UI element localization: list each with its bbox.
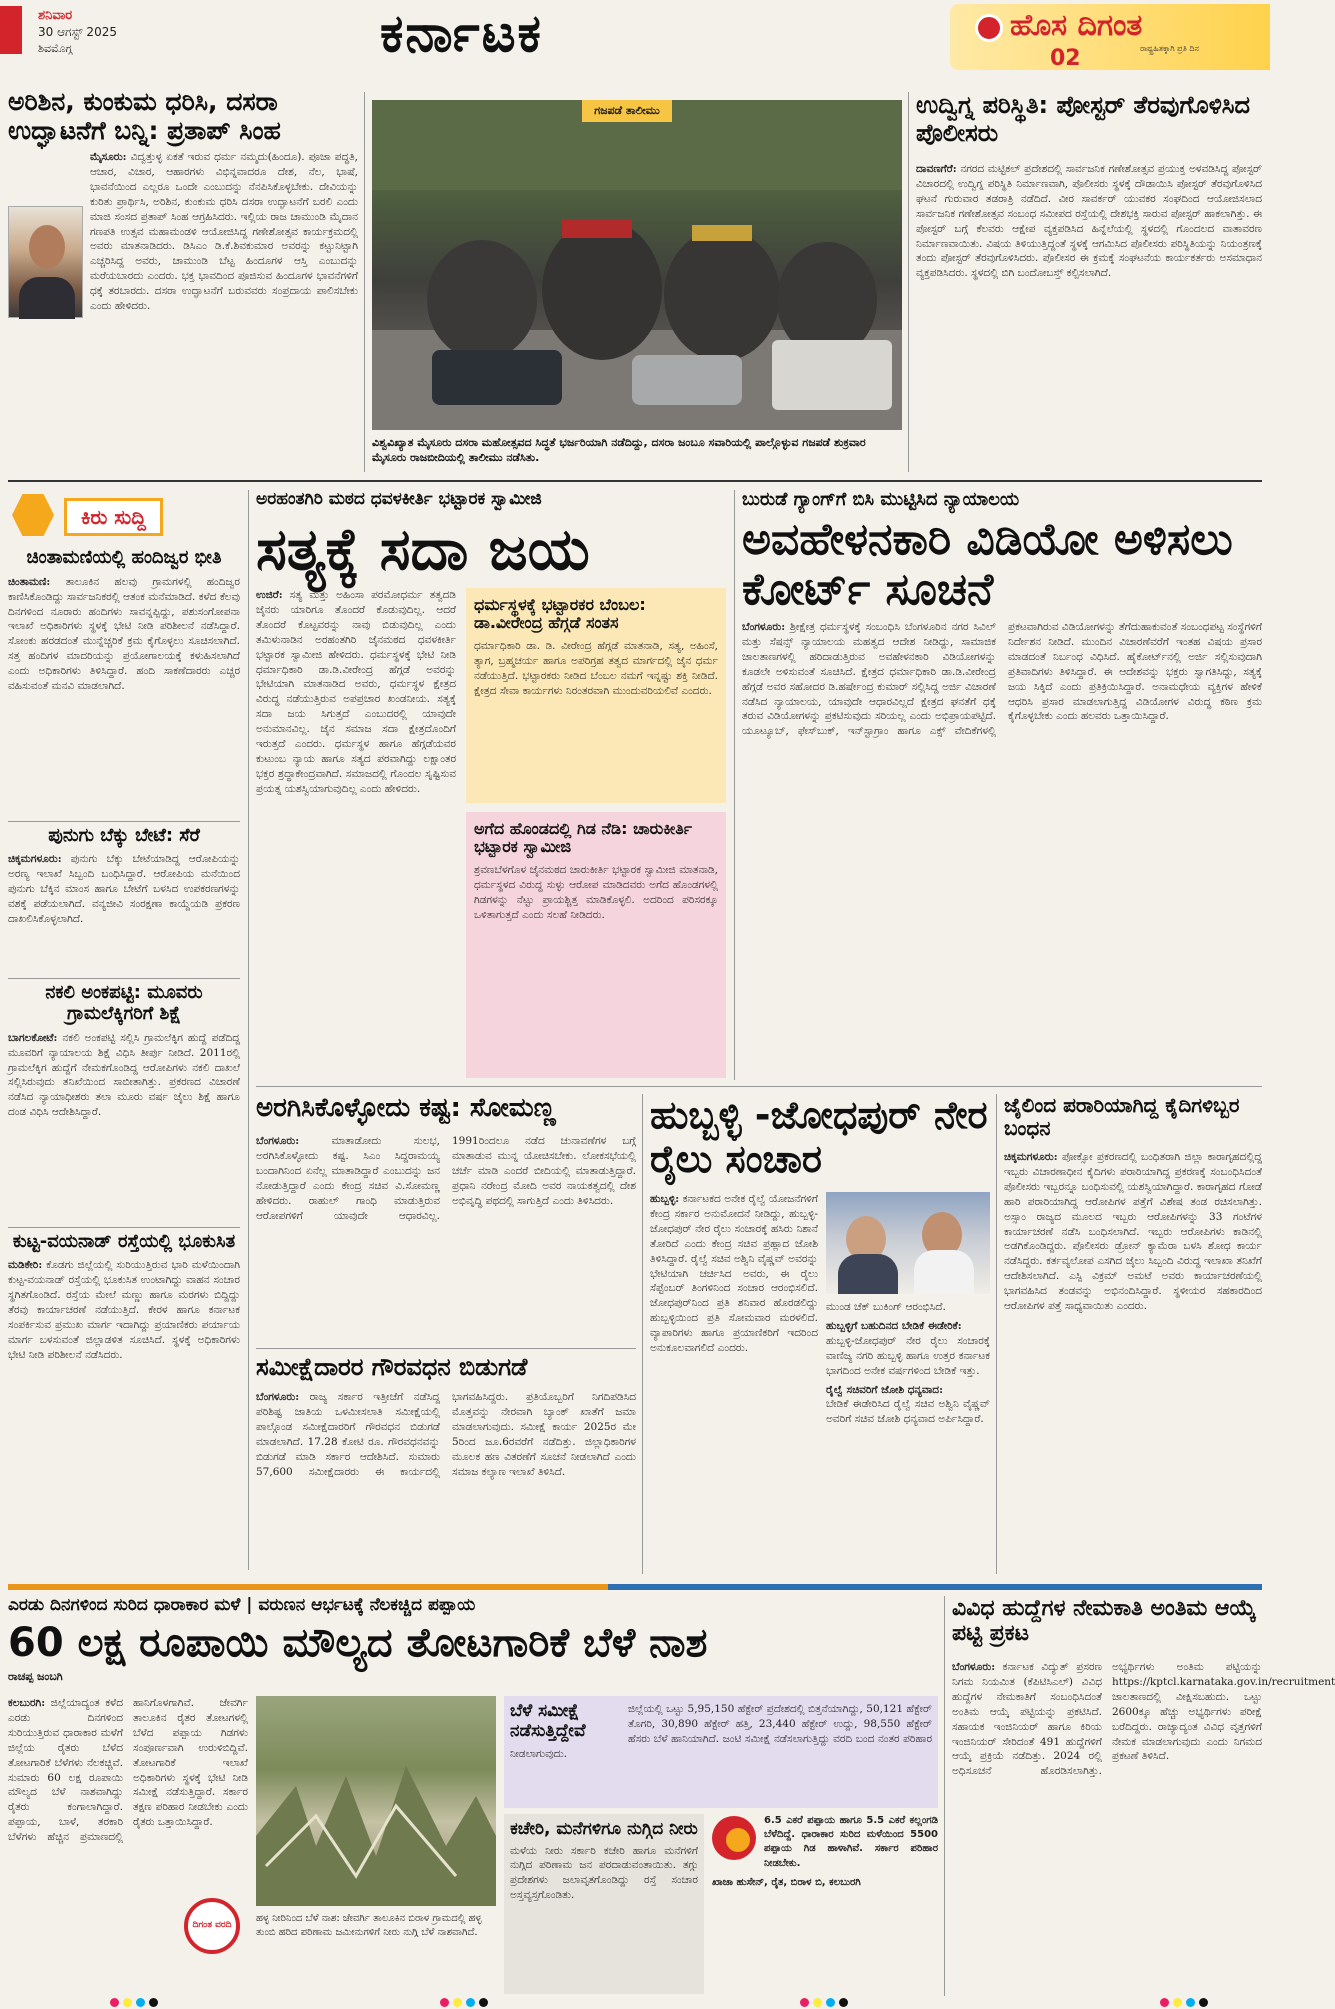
kicker: ಎರಡು ದಿನಗಳಿಂದ ಸುರಿದ ಧಾರಾಕಾರ ಮಳೆ | ವರುಣನ ಆರ್ಭಟಕ್ಕೆ ನೆಲಕಚ್ಚಿದ ಪಪ್ಪಾಯ	[8, 1595, 476, 1615]
quote-icon-orange	[726, 1828, 750, 1852]
logo-text: ದಿಗಂತ ವರದಿ	[192, 1920, 232, 1931]
dateline: ಚಿಂತಾಮಣಿ:	[8, 575, 51, 588]
story-body	[256, 588, 456, 1078]
story-jobs	[952, 1596, 1335, 1996]
story-body	[256, 1390, 636, 1574]
farmer-quote	[712, 1814, 938, 1994]
story-somanna	[256, 1094, 636, 1344]
story-body	[650, 1192, 818, 1572]
masthead-day: ಶನಿವಾರ	[38, 8, 73, 23]
box-body: ಧರ್ಮಾಧಿಕಾರಿ ಡಾ. ಡಿ. ವೀರೇಂದ್ರ ಹೆಗ್ಗಡೆ ಮಾತನಾಡಿ, ಸತ್ಯ, ಅಹಿಂಸೆ, ತ್ಯಾಗ, ಬ್ರಹ್ಮಚರ್ಯ ಹಾಗೂ ಅಪರಿಗ್ರಹ ತತ್ವದ ಮಾರ್ಗದಲ್ಲಿ ಜೈನ ಧರ್ಮ ನಡೆಯುತ್ತಿದೆ. ಭಟ್ಟಾರಕರು ನೀಡಿದ ಬೆಂಬಲ ನಮಗೆ ಇನ್ನಷ್ಟು ಶಕ್ತಿ ನೀಡಿದೆ. ಕ್ಷೇತ್ರದ ಸೇವಾ ಕಾರ್ಯಗಳು ನಿರಂತರವಾಗಿ ಮುಂದುವರಿಯಲಿವೆ ಎಂದರು.	[474, 639, 718, 697]
body-text: ವಿದ್ವತ್ತುಳ್ಳ ಏಕತೆ ಇರುವ ಧರ್ಮ ನಮ್ಮದು(ಹಿಂದೂ). ಪೂಜಾ ಪದ್ಧತಿ, ಆಚಾರ, ವಿಚಾರ, ಆಹಾರಗಳು ವಿಭಿನ್ನವಾದರೂ ದೇಶ, ನೆಲ, ಭಾಷೆ, ಭಾವನೆಯಿಂದ ಎಲ್ಲರೂ ಒಂದೇ ಎಂಬುದನ್ನು ನೆನಪಿಸಿಕೊಳ್ಳಬೇಕು. ದೇವಿಯನ್ನು ಕುರಿತು ಪ್ರಾರ್ಥಿಸಿ, ಅರಿಶಿನ, ಕುಂಕುಮ ಧರಿಸಿ ದಸರಾ ಉದ್ಘಾಟನೆಗೆ ಬರಲಿ ಎಂದು ಮಾಜಿ ಸಂಸದ ಪ್ರತಾಪ್ ಸಿಂಹ ಆಗ್ರಹಿಸಿದರು. ಇಲ್ಲಿಯ ರಾಜ ಚಾಮುಂಡಿ ಮೈದಾನ ಗಣಪತಿ ಉತ್ಸವ ಮಹಾಮಂಡಳಿ ಆಯೋಜಿಸಿದ್ದ ಗಣೇಶೋತ್ಸವ ಕಾರ್ಯಕ್ರಮದಲ್ಲಿ ಅವರು ಮಾತನಾಡಿದರು. ಡಿಸಿಎಂ ಡಿ.ಕೆ.ಶಿವಕುಮಾರ ಅವರನ್ನು ಕಟ್ಟುನಿಟ್ಟಾಗಿ ಎಚ್ಚರಿಸಿದ್ದ ಅವರು, ಚಾಮುಂಡಿ ಬೆಟ್ಟ ಹಿಂದೂಗಳ ಆಸ್ತಿ ಎಂಬುದನ್ನು ಮರೆಯಬಾರದು ಎಂದರು. ಭಕ್ತ ಭಾವದಿಂದ ಪೂಜಿಸುವ ಹಿಂದೂಗಳ ಭಾವನೆಗಳಿಗೆ ಧಕ್ಕೆ ತರಬಾರದು. ದಸರಾ ಉದ್ಘಾಟನೆಗೆ ಬರುವವರು ಸಂಪ್ರದಾಯ ಪಾಲಿಸಬೇಕು ಎಂದು ಹೇಳಿದರು.	[90, 151, 359, 313]
story-body	[256, 1134, 636, 1339]
hegde-box	[466, 588, 726, 803]
body-text: ಜಿಲ್ಲೆಯಾದ್ಯಂತ ಕಳೆದ ಎರಡು ದಿನಗಳಿಂದ ಸುರಿಯುತ್ತಿರುವ ಧಾರಾಕಾರ ಮಳೆಗೆ ಜಿಲ್ಲೆಯ ರೈತರು ಬೆಳೆದ ತೋಟಗಾರಿಕೆ ಬೆಳೆಗಳು ನೆಲಕಚ್ಚಿವೆ. ಸುಮಾರು 60 ಲಕ್ಷ ರೂಪಾಯಿ ಮೌಲ್ಯದ ಬೆಳೆ ನಾಶವಾಗಿದ್ದು ರೈತರು ಕಂಗಾಲಾಗಿದ್ದಾರೆ. ಪಪ್ಪಾಯ, ಬಾಳೆ, ತರಕಾರಿ ಬೆಳೆಗಳು ಹೆಚ್ಚಿನ ಪ್ರಮಾಣದಲ್ಲಿ ಹಾನಿಗೊಳಗಾಗಿವೆ. ಜೇವರ್ಗಿ ತಾಲೂಕಿನ ರೈತರ ತೋಟಗಳಲ್ಲಿ ಬೆಳೆದ ಪಪ್ಪಾಯ ಗಿಡಗಳು ಸಂಪೂರ್ಣವಾಗಿ ಉರುಳಿಬಿದ್ದಿವೆ. ತೋಟಗಾರಿಕೆ ಇಲಾಖೆ ಅಧಿಕಾರಿಗಳು ಸ್ಥಳಕ್ಕೆ ಭೇಟಿ ನೀಡಿ ಸಮೀಕ್ಷೆ ನಡೆಸುತ್ತಿದ್ದಾರೆ. ಸರ್ಕಾರ ತಕ್ಷಣ ಪರಿಹಾರ ನೀಡಬೇಕು ಎಂದು ರೈತರು ಒತ್ತಾಯಿಸಿದ್ದಾರೆ.	[8, 1697, 248, 1844]
list-item	[8, 978, 240, 1220]
body-text: ಕರ್ನಾಟಕ ವಿದ್ಯುತ್ ಪ್ರಸರಣ ನಿಗಮ ನಿಯಮಿತ (ಕೆಪಿಟಿಸಿಎಲ್) ವಿವಿಧ ಹುದ್ದೆಗಳ ನೇಮಕಾತಿಗೆ ಸಂಬಂಧಿಸಿದಂತೆ ಅಂತಿಮ ಆಯ್ಕೆ ಪಟ್ಟಿಯನ್ನು ಪ್ರಕಟಿಸಿದೆ. ಸಹಾಯಕ ಇಂಜಿನಿಯರ್ ಹಾಗೂ ಕಿರಿಯ ಇಂಜಿನಿಯರ್ ಸೇರಿದಂತೆ 491 ಹುದ್ದೆಗಳಿಗೆ ಆಯ್ಕೆ ಪ್ರಕ್ರಿಯೆ ನಡೆದಿತ್ತು. 2024 ರಲ್ಲಿ ಅಧಿಸೂಚನೆ ಹೊರಡಿಸಲಾಗಿತ್ತು. ಅಭ್ಯರ್ಥಿಗಳು ಅಂತಿಮ ಪಟ್ಟಿಯನ್ನು https://kptcl.karnataka.gov.in/recruitment ಜಾಲತಾಣದಲ್ಲಿ ವೀಕ್ಷಿಸಬಹುದು. ಒಟ್ಟು 2600ಕ್ಕೂ ಹೆಚ್ಚು ಅಭ್ಯರ್ಥಿಗಳು ಪರೀಕ್ಷೆ ಬರೆದಿದ್ದರು. ರಾಜ್ಯಾದ್ಯಂತ ವಿವಿಧ ವೃತ್ತಗಳಿಗೆ ನೇಮಕ ಮಾಡಲಾಗುವುದು ಎಂದು ನಿಗಮದ ಪ್ರಕಟಣೆ ತಿಳಿಸಿದೆ.	[952, 1661, 1335, 1778]
headline: ಅರಗಿಸಿಕೊಳ್ಳೋದು ಕಷ್ಟ: ಸೋಮಣ್ಣ	[256, 1093, 556, 1123]
list-item	[8, 1227, 240, 1499]
dateline: ಬೆಂಗಳೂರು:	[952, 1661, 996, 1673]
dateline: ಹುಬ್ಬಳ್ಳಿ:	[650, 1193, 680, 1205]
date-block	[38, 8, 198, 56]
item-headline: ನಕಲಿ ಅಂಕಪಟ್ಟಿ: ಮೂವರು ಗ್ರಾಮಲೆಕ್ಕಿಗರಿಗೆ ಶಿಕ್ಷೆ	[45, 982, 203, 1025]
dateline: ಕಲಬುರಗಿ:	[8, 1697, 46, 1709]
item-body	[8, 852, 240, 972]
headline: 60 ಲಕ್ಷ ರೂಪಾಯಿ ಮೌಲ್ಯದ ತೋಟಗಾರಿಕೆ ಬೆಳೆ ನಾಶ	[8, 1619, 708, 1666]
list-item	[8, 548, 240, 815]
column-rule	[944, 1596, 945, 1996]
column-rule	[908, 92, 909, 472]
box-body: ಮಳೆಯ ನೀರು ಸರ್ಕಾರಿ ಕಚೇರಿ ಹಾಗೂ ಮನೆಗಳಿಗೆ ನುಗ್ಗಿದ ಪರಿಣಾಮ ಜನ ಪರದಾಡುವಂತಾಯಿತು. ತಗ್ಗು ಪ್ರದೇಶಗಳು ಜಲಾವೃತಗೊಂಡಿದ್ದು ರಸ್ತೆ ಸಂಚಾರ ಅಸ್ತವ್ಯಸ್ತಗೊಂಡಿತು.	[510, 1844, 698, 1902]
item-body	[8, 575, 240, 815]
item-text: ಪುನುಗು ಬೆಕ್ಕು ಬೇಟೆಯಾಡಿದ್ದ ಆರೋಪಿಯನ್ನು ಅರಣ್ಯ ಇಲಾಖೆ ಸಿಬ್ಬಂದಿ ಬಂಧಿಸಿದ್ದಾರೆ. ಆರೋಪಿಯ ಮನೆಯಿಂದ ಪುನುಗು ಬೆಕ್ಕಿನ ಮಾಂಸ ಹಾಗೂ ಬೇಟೆಗೆ ಬಳಸಿದ ಉಪಕರಣಗಳನ್ನು ವಶಕ್ಕೆ ಪಡೆಯಲಾಗಿದೆ. ವನ್ಯಜೀವಿ ಸಂರಕ್ಷಣಾ ಕಾಯ್ದೆಯಡಿ ಪ್ರಕರಣ ದಾಖಲಿಸಿಕೊಳ್ಳಲಾಗಿದೆ.	[8, 853, 240, 925]
column-rule	[996, 1094, 997, 1574]
masthead	[0, 0, 1270, 80]
column-rule	[734, 490, 735, 1080]
story-body	[1004, 1150, 1262, 1570]
quote-by: ಖಾಜಾ ಹುಸೇನ್, ರೈತ, ಬಿರಾಳ ಬಿ, ಕಲಬುರಗಿ	[712, 1876, 861, 1888]
paper-tagline: ರಾಷ್ಟ್ರಹಿತಕ್ಕಾಗಿ ಪ್ರತಿ ದಿನ	[1140, 44, 1200, 53]
photo-tag: ಗಜಪಡೆ ತಾಲೀಮು	[582, 100, 672, 122]
photo-caption: ವಿಶ್ವವಿಖ್ಯಾತ ಮೈಸೂರು ದಸರಾ ಮಹೋತ್ಸವದ ಸಿದ್ಧತೆ ಭರ್ಜರಿಯಾಗಿ ನಡೆದಿದ್ದು, ದಸರಾ ಜಂಬೂ ಸವಾರಿಯಲ್ಲಿ ಪಾಲ್ಗೊಳ್ಳುವ ಗಜಪಡೆ ಶುಕ್ರವಾರ ಮೈಸೂರು ರಾಜಬೀದಿಯಲ್ಲಿ ತಾಲೀಮು ನಡೆಸಿತು.	[372, 436, 866, 464]
registration-marks-left	[110, 1998, 158, 2007]
dateline: ಬೆಂಗಳೂರು:	[256, 1135, 300, 1147]
item-text: ನಕಲಿ ಅಂಕಪಟ್ಟಿ ಸಲ್ಲಿಸಿ ಗ್ರಾಮಲೆಕ್ಕಿಗ ಹುದ್ದೆ ಪಡೆದಿದ್ದ ಮೂವರಿಗೆ ನ್ಯಾಯಾಲಯ ಶಿಕ್ಷೆ ವಿಧಿಸಿ ತೀರ್ಪು ನೀಡಿದೆ. 2011ರಲ್ಲಿ ಗ್ರಾಮಲೆಕ್ಕಿಗ ಹುದ್ದೆಗೆ ನೇಮಕಗೊಂಡಿದ್ದ ಆರೋಪಿಗಳು ನಕಲಿ ದಾಖಲೆ ಸಲ್ಲಿಸಿರುವುದು ತನಿಖೆಯಿಂದ ಸಾಬೀತಾಗಿತ್ತು. ಪ್ರಕರಣದ ವಿಚಾರಣೆ ನಡೆಸಿದ ನ್ಯಾಯಾಧೀಶರು ತಲಾ ಮೂರು ವರ್ಷ ಜೈಲು ಶಿಕ್ಷೆ ಹಾಗೂ ದಂಡ ವಿಧಿಸಿ ಆದೇಶಿಸಿದ್ದಾರೆ.	[8, 1031, 241, 1119]
body-text: ನಗರದ ಮಟ್ಟಿಕಲ್ ಪ್ರದೇಶದಲ್ಲಿ ಸಾರ್ವಜನಿಕ ಗಣೇಶೋತ್ಸವ ಪ್ರಯುಕ್ತ ಅಳವಡಿಸಿದ್ದ ಪೋಸ್ಟರ್ ವಿಚಾರದಲ್ಲಿ ಉದ್ವಿಗ್ನ ಪರಿಸ್ಥಿತಿ ನಿರ್ಮಾಣವಾಗಿ, ಪೊಲೀಸರು ಸ್ಥಳಕ್ಕೆ ದೌಡಾಯಿಸಿ ಪೋಸ್ಟರ್ ತೆರವುಗೊಳಿಸಿದ ಘಟನೆ ಗುರುವಾರ ತಡರಾತ್ರಿ ನಡೆದಿದೆ. ವೀರ ಸಾವರ್ಕರ್ ಯುವಕರ ಸಂಘದಿಂದ ಆಯೋಜಿಸಲಾದ ಸಾರ್ವಜನಿಕ ಗಣೇಶೋತ್ಸವ ಸಂಬಂಧ ಸಮೀಪದ ರಸ್ತೆಯಲ್ಲಿ ದೇಶಭಕ್ತಿ ಸಾರುವ ಪೋಸ್ಟರ್ ಹಾಕಲಾಗಿತ್ತು. ಈ ಪೋಸ್ಟರ್ ಬಗ್ಗೆ ಕೆಲವರು ಆಕ್ಷೇಪ ವ್ಯಕ್ತಪಡಿಸಿದ ಹಿನ್ನೆಲೆಯಲ್ಲಿ ಸ್ಥಳದಲ್ಲಿ ಗೊಂದಲದ ವಾತಾವರಣ ನಿರ್ಮಾಣವಾಯಿತು. ವಿಷಯ ತಿಳಿಯುತ್ತಿದ್ದಂತೆ ಸ್ಥಳಕ್ಕೆ ಆಗಮಿಸಿದ ಪೊಲೀಸರು ಪರಿಸ್ಥಿತಿಯನ್ನು ನಿಯಂತ್ರಣಕ್ಕೆ ತಂದು ಪೋಸ್ಟರ್ ತೆರವುಗೊಳಿಸಿದರು. ಪೊಲೀಸರ ಈ ಕ್ರಮಕ್ಕೆ ಸಂಘಟನೆಯ ಕಾರ್ಯಕರ್ತರು ಅಸಮಾಧಾನ ವ್ಯಕ್ತಪಡಿಸಿದರು. ಸ್ಥಳದಲ್ಲಿ ಬಿಗಿ ಬಂದೋಬಸ್ತ್ ಕಲ್ಪಿಸಲಾಗಿದೆ.	[916, 163, 1262, 280]
headline: ಜೈಲಿಂದ ಪರಾರಿಯಾಗಿದ್ದ ಕೈದಿಗಳಿಬ್ಬರ ಬಂಧನ	[1004, 1093, 1240, 1140]
story-rain	[8, 1596, 938, 1996]
item-body	[8, 1258, 240, 1498]
color-rule-blue	[608, 1584, 1262, 1590]
story-body	[8, 150, 358, 470]
headline: ಸಮೀಕ್ಷೆದಾರರ ಗೌರವಧನ ಬಿಡುಗಡೆ	[256, 1353, 528, 1381]
paper-name: ಹೊಸ ದಿಗಂತ	[1010, 8, 1143, 43]
elephant-photo	[372, 100, 902, 430]
sub-heading: ರೈಲ್ವೆ ಸಚಿವರಿಗೆ ಜೋಶಿ ಧನ್ಯವಾದ:	[826, 1383, 943, 1396]
story-body	[916, 162, 1262, 472]
masthead-date: 30 ಆಗಸ್ಟ್ 2025	[38, 25, 117, 39]
body-text: ಸತ್ಯ ಮತ್ತು ಅಹಿಂಸಾ ಪರಮೋಧರ್ಮ ತತ್ವದಡಿ ಜೈನರು ಯಾರಿಗೂ ತೊಂದರೆ ಕೊಡುವುದಿಲ್ಲ. ಆದರೆ ತೊಂದರೆ ಕೊಟ್ಟವರನ್ನು ನಾವು ಬಿಡುವುದಿಲ್ಲ ಎಂದು ತಮಿಳುನಾಡಿನ ಅರಹಂತಗಿರಿ ಜೈನಮಠದ ಧವಳಕೀರ್ತಿ ಭಟ್ಟಾರಕ ಸ್ವಾಮೀಜಿ ಹೇಳಿದರು. ಧರ್ಮಸ್ಥಳಕ್ಕೆ ಭೇಟಿ ನೀಡಿ ಧರ್ಮಾಧಿಕಾರಿ ಡಾ.ಡಿ.ವೀರೇಂದ್ರ ಹೆಗ್ಗಡೆ ಅವರನ್ನು ಭೇಟಿಯಾಗಿ ಮಾತನಾಡಿದ ಅವರು, ಧರ್ಮಸ್ಥಳ ಕ್ಷೇತ್ರದ ವಿರುದ್ಧ ನಡೆಯುತ್ತಿರುವ ಅಪಪ್ರಚಾರ ಖಂಡನೀಯ. ಸತ್ಯಕ್ಕೆ ಸದಾ ಜಯ ಸಿಗುತ್ತದೆ ಎಂಬುದರಲ್ಲಿ ಯಾವುದೇ ಅನುಮಾನವಿಲ್ಲ. ಜೈನ ಸಮಾಜ ಸದಾ ಕ್ಷೇತ್ರದೊಂದಿಗೆ ಇರುತ್ತದೆ ಎಂದರು. ಧರ್ಮಸ್ಥಳ ಹಾಗೂ ಹೆಗ್ಗಡೆಯವರ ಕುಟುಂಬ ನ್ಯಾಯ ಹಾಗೂ ಸತ್ಯದ ಪರವಾಗಿದ್ದು ಲಕ್ಷಾಂತರ ಭಕ್ತರ ಶ್ರದ್ಧಾಕೇಂದ್ರವಾಗಿದೆ. ಸಮಾಜದಲ್ಲಿ ಗೊಂದಲ ಸೃಷ್ಟಿಸುವ ಪ್ರಯತ್ನ ಯಶಸ್ವಿಯಾಗುವುದಿಲ್ಲ ಎಂದು ಹೇಳಿದರು.	[256, 589, 456, 795]
kiru-suddi-label	[8, 490, 240, 540]
masthead-place: ಶಿವಮೊಗ್ಗ	[38, 42, 73, 55]
section-divider	[256, 1086, 1262, 1087]
dateline: ಮೈಸೂರು:	[90, 151, 127, 163]
box-title: ಕಚೇರಿ, ಮನೆಗಳಿಗೂ ನುಗ್ಗಿದ ನೀರು	[510, 1819, 698, 1839]
crop-photo	[256, 1696, 496, 1906]
sub-body: ಬೇಡಿಕೆ ಈಡೇರಿಸಿದ ರೈಲ್ವೆ ಸಚಿವ ಅಶ್ವಿನಿ ವೈಷ್ಣವ್ ಅವರಿಗೆ ಸಚಿವ ಜೋಶಿ ಧನ್ಯವಾದ ಅರ್ಪಿಸಿದ್ದಾರೆ.	[826, 1398, 990, 1426]
dateline: ಮಡಿಕೇರಿ:	[8, 1259, 43, 1272]
dateline: ಉಜಿರೆ:	[256, 589, 283, 601]
kicker: ಅರಹಂತಗಿರಿ ಮಠದ ಧವಳಕೀರ್ತಿ ಭಟ್ಟಾರಕ ಸ್ವಾಮೀಜಿ	[256, 489, 542, 509]
paper-logo-icon	[975, 14, 1003, 42]
dateline: ಬೆಂಗಳೂರು:	[256, 1391, 300, 1403]
crop-illustration	[256, 1696, 496, 1906]
body-text: ಮಾತಾಡೋದು ಸುಲಭ, ಅರಗಿಸಿಕೊಳ್ಳೋದು ಕಷ್ಟ. ಸಿಎಂ ಸಿದ್ದರಾಮಯ್ಯ ಬಂದಾಗಿನಿಂದ ಏನೆಲ್ಲ ಮಾತಾಡಿದ್ದಾರೆ ಎಂಬುದನ್ನು ಜನ ನೋಡುತ್ತಿದ್ದಾರೆ ಎಂದು ಕೇಂದ್ರ ಸಚಿವ ವಿ.ಸೋಮಣ್ಣ ಹೇಳಿದರು. ರಾಹುಲ್ ಗಾಂಧಿ ಮಾಡುತ್ತಿರುವ ಆರೋಪಗಳಿಗೆ ಯಾವುದೇ ಆಧಾರವಿಲ್ಲ. 1991ರಿಂದಲೂ ನಡೆದ ಚುನಾವಣೆಗಳ ಬಗ್ಗೆ ಮಾತಾಡುವ ಮುನ್ನ ಯೋಚಿಸಬೇಕು. ಲೋಕಸಭೆಯಲ್ಲಿ ಚರ್ಚೆ ಮಾಡಿ ಎಂದರೆ ಬೀದಿಯಲ್ಲಿ ಮಾತಾಡುತ್ತಿದ್ದಾರೆ. ಪ್ರಧಾನಿ ನರೇಂದ್ರ ಮೋದಿ ಅವರ ನಾಯಕತ್ವದಲ್ಲಿ ದೇಶ ಅಭಿವೃದ್ಧಿ ಪಥದಲ್ಲಿ ಸಾಗುತ್ತಿದೆ ಎಂದು ತಿಳಿಸಿದರು.	[256, 1135, 636, 1222]
headline: ಅರಿಶಿನ, ಕುಂಕುಮ ಧರಿಸಿ, ದಸರಾ ಉದ್ಘಾಟನೆಗೆ ಬನ್ನಿ: ಪ್ರತಾಪ್ ಸಿಂಹ	[8, 87, 281, 145]
charukeerthi-box	[466, 812, 726, 1078]
dateline: ಚಿಕ್ಕಮಗಳೂರು:	[8, 853, 62, 866]
hand-icon	[12, 494, 54, 536]
elephant-illustration	[372, 100, 902, 430]
list-item	[8, 821, 240, 973]
column-rule	[642, 1094, 643, 1574]
headline: ಸತ್ಯಕ್ಕೆ ಸದಾ ಜಯ	[256, 514, 590, 583]
registration-marks-far-right	[1160, 1998, 1208, 2007]
headline: ಉದ್ವಿಗ್ನ ಪರಿಸ್ಥಿತಿ: ಪೋಸ್ಟರ್ ತೆರವುಗೊಳಿಸಿದ ಪೊಲೀಸರು	[916, 91, 1251, 147]
kicker: ಬುರುಡೆ ಗ್ಯಾಂಗ್‌ಗೆ ಬಿಸಿ ಮುಟ್ಟಿಸಿದ ನ್ಯಾಯಾಲಯ	[742, 489, 1020, 510]
section-divider	[8, 480, 1262, 482]
item-headline: ಕುಟ್ಟ-ವಯನಾಡ್ ರಸ್ತೆಯಲ್ಲಿ ಭೂಕುಸಿತ	[12, 1230, 236, 1252]
section-title: ಕರ್ನಾಟಕ	[380, 4, 543, 64]
color-rule-orange	[8, 1584, 608, 1590]
item-text: ಕೊಡಗು ಜಿಲ್ಲೆಯಲ್ಲಿ ಸುರಿಯುತ್ತಿರುವ ಭಾರಿ ಮಳೆಯಿಂದಾಗಿ ಕುಟ್ಟ-ವಯನಾಡ್ ರಸ್ತೆಯಲ್ಲಿ ಭೂಕುಸಿತ ಉಂಟಾಗಿದ್ದು ವಾಹನ ಸಂಚಾರ ಸ್ಥಗಿತಗೊಂಡಿದೆ. ರಸ್ತೆಯ ಮೇಲೆ ಮಣ್ಣು ಹಾಗೂ ಮರಗಳು ಬಿದ್ದಿದ್ದು ತೆರವು ಕಾರ್ಯಾಚರಣೆ ನಡೆಯುತ್ತಿದೆ. ಕೇರಳ ಹಾಗೂ ಕರ್ನಾಟಕ ಸಂಪರ್ಕಿಸುವ ಪ್ರಮುಖ ಮಾರ್ಗ ಇದಾಗಿದ್ದು ಪ್ರಯಾಣಿಕರು ಪರ್ಯಾಯ ಮಾರ್ಗ ಬಳಸುವಂತೆ ಜಿಲ್ಲಾಡಳಿತ ಸೂಚಿಸಿದೆ. ಸ್ಥಳಕ್ಕೆ ಅಧಿಕಾರಿಗಳು ಭೇಟಿ ನೀಡಿ ಪರಿಶೀಲನೆ ನಡೆಸಿದರು.	[8, 1259, 240, 1361]
registration-marks-center	[440, 1998, 488, 2007]
body-text: ಶ್ರೀಕ್ಷೇತ್ರ ಧರ್ಮಸ್ಥಳಕ್ಕೆ ಸಂಬಂಧಿಸಿ ಬೆಂಗಳೂರಿನ ನಗರ ಸಿವಿಲ್ ಮತ್ತು ಸೆಷನ್ಸ್ ನ್ಯಾಯಾಲಯ ಮಹತ್ವದ ಆದೇಶ ನೀಡಿದ್ದು, ಸಾಮಾಜಿಕ ಜಾಲತಾಣಗಳಲ್ಲಿ ಹರಿದಾಡುತ್ತಿರುವ ಅವಹೇಳನಕಾರಿ ವಿಡಿಯೋಗಳನ್ನು ಕೂಡಲೇ ಅಳಿಸುವಂತೆ ಸೂಚಿಸಿದೆ. ಕ್ಷೇತ್ರದ ಧರ್ಮಾಧಿಕಾರಿ ಡಾ.ಡಿ.ವೀರೇಂದ್ರ ಹೆಗ್ಗಡೆ ಅವರ ಸಹೋದರ ಡಿ.ಹರ್ಷೇಂದ್ರ ಕುಮಾರ್ ಸಲ್ಲಿಸಿದ್ದ ಅರ್ಜಿ ವಿಚಾರಣೆ ನಡೆಸಿದ ನ್ಯಾಯಾಲಯ, ಯಾವುದೇ ಆಧಾರವಿಲ್ಲದೆ ಕ್ಷೇತ್ರದ ಘನತೆಗೆ ಧಕ್ಕೆ ತರುವ ವಿಡಿಯೋಗಳನ್ನು ಪ್ರಕಟಿಸುವುದು ಸರಿಯಲ್ಲ ಎಂದು ಅಭಿಪ್ರಾಯಪಟ್ಟಿದೆ. ಯೂಟ್ಯೂಬ್, ಫೇಸ್‌ಬುಕ್, ಇನ್‌ಸ್ಟಾಗ್ರಾಂ ಹಾಗೂ ಎಕ್ಸ್ ವೇದಿಕೆಗಳಲ್ಲಿ ಪ್ರಕಟವಾಗಿರುವ ವಿಡಿಯೋಗಳನ್ನು ತೆಗೆದುಹಾಕುವಂತೆ ಸಂಬಂಧಪಟ್ಟ ಸಂಸ್ಥೆಗಳಿಗೆ ನಿರ್ದೇಶನ ನೀಡಿದೆ. ಮುಂದಿನ ವಿಚಾರಣೆವರೆಗೆ ಇಂತಹ ವಿಷಯ ಪ್ರಸಾರ ಮಾಡದಂತೆ ನಿರ್ಬಂಧ ವಿಧಿಸಿದೆ. ಹೈಕೋರ್ಟ್‌ನಲ್ಲಿ ಅರ್ಜಿ ಸಲ್ಲಿಸುವುದಾಗಿ ಪ್ರತಿವಾದಿಗಳು ತಿಳಿಸಿದ್ದಾರೆ. ಈ ಆದೇಶವನ್ನು ಭಕ್ತರು ಸ್ವಾಗತಿಸಿದ್ದು, ಸತ್ಯಕ್ಕೆ ಜಯ ಸಿಕ್ಕಿದೆ ಎಂದು ಪ್ರತಿಕ್ರಿಯಿಸಿದ್ದಾರೆ. ಅನಾಮಧೇಯ ವ್ಯಕ್ತಿಗಳ ಹೇಳಿಕೆ ಆಧರಿಸಿ ಪ್ರಸಾರ ಮಾಡಲಾಗುತ್ತಿದ್ದ ವಿಡಿಯೋಗಳ ವಿರುದ್ಧ ಕಠಿಣ ಕ್ರಮ ಕೈಗೊಳ್ಳಬೇಕು ಎಂದು ಹಲವರು ಒತ್ತಾಯಿಸಿದ್ದಾರೆ.	[742, 621, 1262, 738]
box-title: ಧರ್ಮಸ್ಥಳಕ್ಕೆ ಭಟ್ಟಾರಕರ ಬೆಂಬಲ: ಡಾ.ವೀರೇಂದ್ರ ಹೆಗ್ಗಡೆ ಸಂತಸ	[474, 595, 646, 633]
dateline: ಬಾಗಲಕೋಟೆ:	[8, 1031, 58, 1044]
crop-survey-box	[504, 1696, 938, 1808]
story-samikshe	[256, 1354, 636, 1574]
item-headline: ಪುನುಗು ಬೆಕ್ಕು ಬೇಟೆ: ಸೆರೆ	[48, 824, 200, 846]
body-text: ಪೋಕ್ಸೋ ಪ್ರಕರಣದಲ್ಲಿ ಬಂಧಿತರಾಗಿ ಜಿಲ್ಲಾ ಕಾರಾಗೃಹದಲ್ಲಿದ್ದ ಇಬ್ಬರು ವಿಚಾರಣಾಧೀನ ಕೈದಿಗಳು ಪರಾರಿಯಾಗಿದ್ದ ಪ್ರಕರಣಕ್ಕೆ ಸಂಬಂಧಿಸಿದಂತೆ ಪೊಲೀಸರು ಇಬ್ಬರನ್ನೂ ಬಂಧಿಸುವಲ್ಲಿ ಯಶಸ್ವಿಯಾಗಿದ್ದಾರೆ. ಕಾರಾಗೃಹದ ಗೋಡೆ ಹಾರಿ ಪರಾರಿಯಾಗಿದ್ದ ಆರೋಪಿಗಳ ಪತ್ತೆಗೆ ವಿಶೇಷ ತಂಡ ರಚಿಸಲಾಗಿತ್ತು. ಅಸ್ಸಾಂ ರಾಜ್ಯದ ಮೂಲದ ಇಬ್ಬರು ಆರೋಪಿಗಳನ್ನು 33 ಗಂಟೆಗಳ ಕಾರ್ಯಾಚರಣೆ ನಡೆಸಿ ಬಂಧಿಸಲಾಗಿದೆ. ಇಬ್ಬರು ಆರೋಪಿಗಳು ಕಾಡಿನಲ್ಲಿ ಅಡಗಿಕೊಂಡಿದ್ದರು. ಪೊಲೀಸರು ಡ್ರೋನ್ ಕ್ಯಾಮೆರಾ ಬಳಸಿ ಶೋಧ ಕಾರ್ಯ ನಡೆಸಿದ್ದರು. ಕರ್ತವ್ಯಲೋಪ ಎಸಗಿದ ಜೈಲು ಸಿಬ್ಬಂದಿ ವಿರುದ್ಧ ಇಲಾಖಾ ತನಿಖೆಗೆ ಆದೇಶಿಸಲಾಗಿದೆ. ಎಸ್ಪಿ ವಿಕ್ರಮ್ ಅಮಟೆ ಅವರು ಕಾರ್ಯಾಚರಣೆಯಲ್ಲಿ ಭಾಗವಹಿಸಿದ ತಂಡವನ್ನು ಅಭಿನಂದಿಸಿದ್ದಾರೆ. ಸ್ಥಳೀಯರ ಸಹಕಾರದಿಂದ ಆರೋಪಿಗಳ ಪತ್ತೆ ಸಾಧ್ಯವಾಯಿತು ಎಂದರು.	[1004, 1151, 1262, 1313]
story-court	[742, 490, 1262, 1080]
masthead-red-bar	[0, 6, 22, 54]
crop-photo-caption: ಹಳ್ಳ ನೀರಿನಿಂದ ಬೆಳೆ ನಾಶ: ಜೇವರ್ಗಿ ತಾಲೂಕಿನ ಬಿರಾಳ ಗ್ರಾಮದಲ್ಲಿ ಹಳ್ಳ ತುಂಬಿ ಹರಿದ ಪರಿಣಾಮ ಜಮೀನುಗಳಿಗೆ ನೀರು ನುಗ್ಗಿ ಬೆಳೆ ನಾಶವಾಗಿದೆ.	[256, 1913, 482, 1938]
story-police	[916, 92, 1262, 477]
body-text: ರಾಜ್ಯ ಸರ್ಕಾರ ಇತ್ತೀಚೆಗೆ ನಡೆಸಿದ್ದ ಪರಿಶಿಷ್ಟ ಜಾತಿಯ ಒಳಮೀಸಲಾತಿ ಸಮೀಕ್ಷೆಯಲ್ಲಿ ಪಾಲ್ಗೊಂಡ ಸಮೀಕ್ಷೆದಾರರಿಗೆ ಗೌರವಧನ ಬಿಡುಗಡೆ ಮಾಡಲಾಗಿದೆ. 17.28 ಕೋಟಿ ರೂ. ಗೌರವಧನವನ್ನು ಬಿಡುಗಡೆ ಮಾಡಿ ಸರ್ಕಾರ ಆದೇಶಿಸಿದೆ. ಸುಮಾರು 57,600 ಸಮೀಕ್ಷೆದಾರರು ಈ ಕಾರ್ಯದಲ್ಲಿ ಭಾಗವಹಿಸಿದ್ದರು. ಪ್ರತಿಯೊಬ್ಬರಿಗೆ ನಿಗದಿಪಡಿಸಿದ ಮೊತ್ತವನ್ನು ನೇರವಾಗಿ ಬ್ಯಾಂಕ್ ಖಾತೆಗೆ ಜಮಾ ಮಾಡಲಾಗುವುದು. ಸಮೀಕ್ಷೆ ಕಾರ್ಯ 2025ರ ಮೇ 5ರಿಂದ ಜೂ.6ರವರೆಗೆ ನಡೆದಿತ್ತು. ಜಿಲ್ಲಾಧಿಕಾರಿಗಳ ಮೂಲಕ ಹಣ ವಿತರಣೆಗೆ ಸೂಚನೆ ನೀಡಲಾಗಿದೆ ಎಂದು ಸಮಾಜ ಕಲ್ಯಾಣ ಇಲಾಖೆ ತಿಳಿಸಿದೆ.	[256, 1391, 636, 1478]
story-train	[650, 1094, 990, 1574]
ministers-photo	[826, 1192, 990, 1294]
kiru-suddi-column	[8, 490, 240, 1570]
box-body: ಜಿಲ್ಲೆಯಲ್ಲಿ ಒಟ್ಟು 5,95,150 ಹೆಕ್ಟೇರ್ ಪ್ರದೇಶದಲ್ಲಿ ಬಿತ್ತನೆಯಾಗಿದ್ದು, 50,121 ಹೆಕ್ಟೇರ್ ತೊಗರಿ, 30,890 ಹೆಕ್ಟೇರ್ ಹತ್ತಿ, 23,440 ಹೆಕ್ಟೇರ್ ಉದ್ದು, 98,550 ಹೆಕ್ಟೇರ್ ಹೆಸರು ಬೆಳೆ ಹಾನಿಯಾಗಿದೆ. ಜಂಟಿ ಸಮೀಕ್ಷೆ ನಡೆಸಲಾಗುತ್ತಿದ್ದು ವರದಿ ಬಂದ ನಂತರ ಪರಿಹಾರ ನೀಡಲಾಗುವುದು.	[510, 1703, 932, 1760]
item-headline: ಚಿಂತಾಮಣಿಯಲ್ಲಿ ಹಂದಿಜ್ವರ ಭೀತಿ	[26, 547, 222, 568]
train-sidebar	[826, 1300, 990, 1572]
sub-body: ಹುಬ್ಬಳ್ಳಿ-ಜೋಧಪುರ್ ನೇರ ರೈಲು ಸಂಚಾರಕ್ಕೆ ವಾಣಿಜ್ಯ ನಗರಿ ಹುಬ್ಬಳ್ಳಿ ಹಾಗೂ ಉತ್ತರ ಕರ್ನಾಟಕ ಭಾಗದಿಂದ ಅನೇಕ ವರ್ಷಗಳಿಂದ ಬೇಡಿಕೆ ಇತ್ತು.	[826, 1334, 990, 1377]
box-title: ಬೆಳೆ ಸಮೀಕ್ಷೆ ನಡೆಸುತ್ತಿದ್ದೇವೆ	[510, 1701, 586, 1741]
headline: ಹುಬ್ಬಳ್ಳಿ -ಜೋಧಪುರ್ ನೇರ ರೈಲು ಸಂಚಾರ	[650, 1093, 988, 1181]
dateline: ದಾವಣಗೆರೆ:	[916, 163, 957, 175]
quote-text: 6.5 ಎಕರೆ ಪಪ್ಪಾಯ ಹಾಗೂ 5.5 ಎಕರೆ ಕಲ್ಲಂಗಡಿ ಬೆಳೆದಿದ್ದೆ. ಧಾರಾಕಾರ ಸುರಿದ ಮಳೆಯಿಂದ 5500 ಪಪ್ಪಾಯ ಗಿಡ ಹಾಳಾಗಿವೆ. ಸರ್ಕಾರ ಪರಿಹಾರ ನೀಡಬೇಕು.	[764, 1815, 938, 1869]
dateline: ಬೆಂಗಳೂರು:	[742, 621, 786, 633]
item-body	[8, 1031, 240, 1221]
box-title: ಅಗೆದ ಹೊಂಡದಲ್ಲಿ ಗಿಡ ನೆಡಿ: ಚಾರುಕೀರ್ತಿ ಭಟ್ಟಾರಕ ಸ್ವಾಮೀಜಿ	[474, 819, 693, 857]
portrait-spacer	[8, 206, 90, 326]
section-divider	[256, 1348, 636, 1349]
column-rule	[364, 92, 365, 472]
box-body: ಶ್ರವಣಬೆಳಗೊಳ ಜೈನಮಠದ ಚಾರುಕೀರ್ತಿ ಭಟ್ಟಾರಕ ಸ್ವಾಮೀಜಿ ಮಾತನಾಡಿ, ಧರ್ಮಸ್ಥಳದ ವಿರುದ್ಧ ಸುಳ್ಳು ಆರೋಪ ಮಾಡಿದವರು ಅಗೆದ ಹೊಂಡಗಳಲ್ಲಿ ಗಿಡಗಳನ್ನು ನೆಟ್ಟು ಪ್ರಾಯಶ್ಚಿತ್ತ ಮಾಡಿಕೊಳ್ಳಲಿ. ಅದರಿಂದ ಪರಿಸರಕ್ಕೂ ಒಳಿತಾಗುತ್ತದೆ ಎಂದು ಸಲಹೆ ನೀಡಿದರು.	[474, 863, 718, 921]
body-text: ಕರ್ನಾಟಕದ ಅನೇಕ ರೈಲ್ವೆ ಯೋಜನೆಗಳಿಗೆ ಕೇಂದ್ರ ಸರ್ಕಾರ ಅನುಮೋದನೆ ನೀಡಿದ್ದು, ಹುಬ್ಬಳ್ಳಿ-ಜೋಧಪುರ್ ನೇರ ರೈಲು ಸಂಚಾರಕ್ಕೆ ಹಸಿರು ನಿಶಾನೆ ತೋರಿದೆ ಎಂದು ಕೇಂದ್ರ ಸಚಿವ ಪ್ರಹ್ಲಾದ ಜೋಶಿ ತಿಳಿಸಿದ್ದಾರೆ. ರೈಲ್ವೆ ಸಚಿವ ಅಶ್ವಿನಿ ವೈಷ್ಣವ್ ಅವರನ್ನು ಭೇಟಿಯಾಗಿ ಚರ್ಚಿಸಿದ ಅವರು, ಈ ರೈಲು ಸೆಪ್ಟೆಂಬರ್ ತಿಂಗಳಿನಿಂದ ಸಂಚಾರ ಆರಂಭಿಸಲಿದೆ. ಜೋಧಪುರ್‌ನಿಂದ ಪ್ರತಿ ಶನಿವಾರ ಹೊರಡಲಿದ್ದು ಹುಬ್ಬಳ್ಳಿಯಿಂದ ಪ್ರತಿ ಸೋಮವಾರ ಮರಳಲಿದೆ. ವ್ಯಾಪಾರಿಗಳು ಹಾಗೂ ಪ್ರಯಾಣಿಕರಿಗೆ ಇದರಿಂದ ಅನುಕೂಲವಾಗಲಿದೆ ಎಂದರು.	[650, 1193, 818, 1355]
digantha-logo	[184, 1898, 240, 1954]
page-number: 02	[1050, 46, 1081, 71]
photo-caption: ಮುಂಡ ಚೆಕ್ ಬುಕಿಂಗ್ ಆರಂಭಿಸಿದೆ.	[826, 1301, 946, 1313]
water-box	[504, 1814, 704, 1994]
byline: ರಾಚಪ್ಪ ಜಂಬಗಿ	[8, 1669, 63, 1683]
story-sathya	[256, 490, 726, 1080]
dateline: ಚಿಕ್ಕಮಗಳೂರು:	[1004, 1151, 1058, 1163]
story-jail	[1004, 1094, 1262, 1574]
headline: ಅವಹೇಳನಕಾರಿ ವಿಡಿಯೋ ಅಳಿಸಲು ಕೋರ್ಟ್ ಸೂಚನೆ	[742, 513, 1233, 616]
story-pratap	[8, 88, 358, 473]
registration-marks-right	[800, 1998, 848, 2007]
column-rule	[248, 490, 249, 1570]
headline: ವಿವಿಧ ಹುದ್ದೆಗಳ ನೇಮಕಾತಿ ಅಂತಿಮ ಆಯ್ಕೆ ಪಟ್ಟಿ ಪ್ರಕಟ	[952, 1596, 1256, 1647]
story-body	[742, 620, 1262, 1080]
sub-heading: ಹುಬ್ಬಳ್ಳಿಗೆ ಬಹುದಿನದ ಬೇಡಿಕೆ ಈಡೇರಿಕೆ:	[826, 1319, 962, 1332]
kiru-suddi-title: ಕಿರು ಸುದ್ದಿ	[64, 498, 163, 536]
item-text: ತಾಲೂಕಿನ ಹಲವು ಗ್ರಾಮಗಳಲ್ಲಿ ಹಂದಿಜ್ವರ ಕಾಣಿಸಿಕೊಂಡಿದ್ದು ಸಾರ್ವಜನಿಕರಲ್ಲಿ ಆತಂಕ ಮನೆಮಾಡಿದೆ. ಕಳೆದ ಕೆಲವು ದಿನಗಳಿಂದ ನೂರಾರು ಹಂದಿಗಳು ಸಾವನ್ನಪ್ಪಿದ್ದು, ಪಶುಸಂಗೋಪನಾ ಇಲಾಖೆ ಅಧಿಕಾರಿಗಳು ಸ್ಥಳಕ್ಕೆ ಭೇಟಿ ನೀಡಿ ಪರಿಶೀಲನೆ ನಡೆಸಿದ್ದಾರೆ. ಸೋಂಕು ಹರಡದಂತೆ ಮುನ್ನೆಚ್ಚರಿಕೆ ಕ್ರಮ ಕೈಗೊಳ್ಳಲು ಸೂಚಿಸಲಾಗಿದೆ. ಸತ್ತ ಹಂದಿಗಳ ಮಾದರಿಯನ್ನು ಪ್ರಯೋಗಾಲಯಕ್ಕೆ ಕಳುಹಿಸಲಾಗಿದೆ ಎಂದು ಅಧಿಕಾರಿಗಳು ತಿಳಿಸಿದ್ದಾರೆ. ಹಂದಿ ಸಾಕಣೆದಾರರು ಎಚ್ಚರ ವಹಿಸುವಂತೆ ಮನವಿ ಮಾಡಲಾಗಿದೆ.	[8, 575, 240, 693]
story-body	[952, 1660, 1335, 1990]
